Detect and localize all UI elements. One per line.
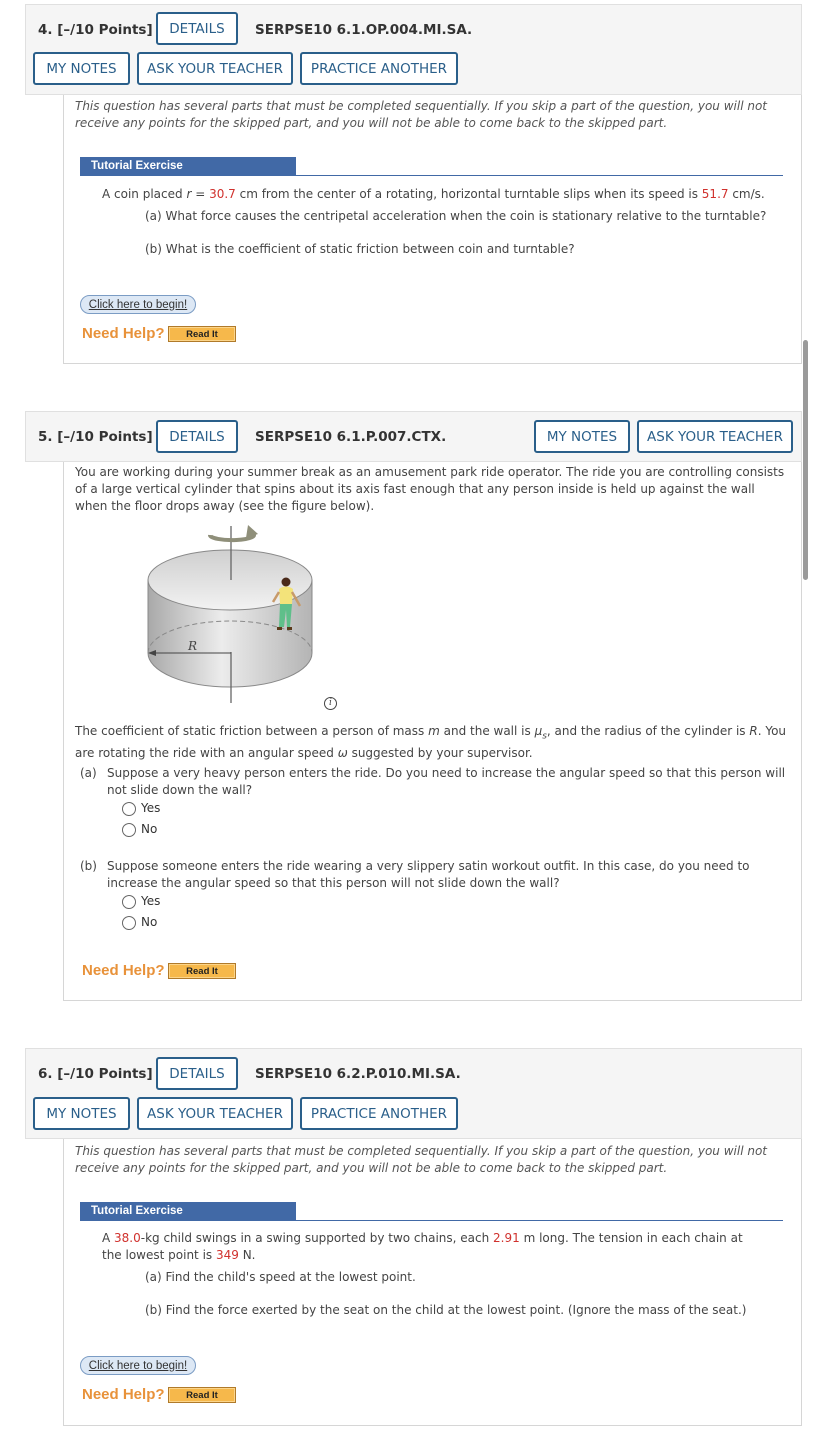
q6-length-value: 2.91 [493, 1231, 520, 1245]
q5-ask-teacher-button[interactable]: ASK YOUR TEACHER [637, 420, 793, 453]
q5-read-it-button[interactable]: Read It [168, 963, 236, 979]
q4-body [63, 93, 802, 364]
q6-read-it-button[interactable]: Read It [168, 1387, 236, 1403]
q5-part-a-label: (a) [80, 766, 97, 780]
q4-prompt: A coin placed r = 30.7 cm from the center of a rotating, horizontal turntable slips when its speed is 51.7 cm/s. [102, 187, 765, 201]
q4-tutorial-bar [80, 157, 783, 176]
scrollbar-thumb[interactable] [803, 340, 808, 580]
q6-mass-value: 38.0 [114, 1231, 141, 1245]
q4-begin-button[interactable]: Click here to begin! [80, 295, 196, 314]
q6-my-notes-button[interactable]: MY NOTES [33, 1097, 130, 1130]
q6-sequential-note: This question has several parts that must be completed sequentially. If you skip a part of the question, you will not receive any points for the skipped part, and you will not be able to come back to the skipped part. [75, 1144, 768, 1175]
q5-part-b-label: (b) [80, 859, 97, 873]
q6-ask-teacher-button[interactable]: ASK YOUR TEACHER [137, 1097, 293, 1130]
q4-sequential-note: This question has several parts that must be completed sequentially. If you skip a part of the question, you will not receive any points for the skipped part, and you will not be able to come back to the skipped part. [75, 99, 768, 130]
q4-code: SERPSE10 6.1.OP.004.MI.SA. [255, 22, 473, 38]
q6-part-b: (b) Find the force exerted by the seat on the child at the lowest point. (Ignore the mass of the seat.) [145, 1303, 747, 1317]
q6-tension-value: 349 [215, 1248, 239, 1262]
q5-intro: You are working during your summer break as an amusement park ride operator. The ride you are controlling consists of a large vertical cylinder that spins about its axis fast enough that any person inside is held up against the wall when the floor drops away (see the figure below). [75, 465, 785, 513]
q6-tutorial-bar [80, 1202, 783, 1221]
cylinder-ride-figure [140, 522, 340, 707]
q4-number: 4. [–/10 Points] [38, 22, 153, 38]
q5-b-yes-label: Yes [141, 894, 161, 908]
q5-b-no-label: No [141, 915, 158, 929]
q6-begin-button[interactable]: Click here to begin! [80, 1356, 196, 1375]
q6-prompt: A 38.0-kg child swings in a swing supported by two chains, each 2.91 m long. The tension in each chain at the lowest point is 349 N. [102, 1231, 743, 1262]
q5-a-no-radio[interactable] [122, 823, 136, 837]
q4-speed-value: 51.7 [701, 187, 729, 201]
q5-friction-text: The coefficient of static friction between a person of mass m and the wall is $\mu_s$, and the radius of the cylinder is R. You are rotating the ride with an angular speed ω suggested by your supervisor. [75, 724, 787, 761]
q4-my-notes-button[interactable]: MY NOTES [33, 52, 130, 85]
q4-tutorial-label: Tutorial Exercise [80, 157, 296, 175]
q6-code: SERPSE10 6.2.P.010.MI.SA. [255, 1066, 461, 1082]
q4-part-a: (a) What force causes the centripetal acceleration when the coin is stationary relative to the turntable? [145, 209, 767, 223]
q5-code: SERPSE10 6.1.P.007.CTX. [255, 429, 447, 445]
q6-details-button[interactable]: DETAILS [156, 1057, 238, 1090]
q6-part-a: (a) Find the child's speed at the lowest point. [145, 1270, 416, 1284]
q4-read-it-button[interactable]: Read It [168, 326, 236, 342]
info-icon[interactable]: i [324, 697, 337, 710]
q4-part-b: (b) What is the coefficient of static friction between coin and turntable? [145, 242, 575, 256]
q6-number: 6. [–/10 Points] [38, 1066, 153, 1082]
q4-ask-teacher-button[interactable]: ASK YOUR TEACHER [137, 52, 293, 85]
q5-need-help: Need Help? [82, 962, 165, 979]
q5-b-yes-radio[interactable] [122, 895, 136, 909]
q5-part-b-text: Suppose someone enters the ride wearing a very slippery satin workout outfit. In this case, do you need to increase the angular speed so that this person will not slide down the wall? [107, 859, 750, 890]
radius-label: R [188, 639, 198, 653]
q5-a-no-label: No [141, 822, 158, 836]
q5-my-notes-button[interactable]: MY NOTES [534, 420, 630, 453]
q4-details-button[interactable]: DETAILS [156, 12, 238, 45]
q4-radius-value: 30.7 [209, 187, 236, 201]
q5-part-a-text: Suppose a very heavy person enters the ride. Do you need to increase the angular speed so that this person will not slide down the wall? [107, 766, 786, 797]
q5-number: 5. [–/10 Points] [38, 429, 153, 445]
q6-tutorial-label: Tutorial Exercise [80, 1202, 296, 1220]
q6-need-help: Need Help? [82, 1386, 165, 1403]
q4-practice-button[interactable]: PRACTICE ANOTHER [300, 52, 458, 85]
q4-need-help: Need Help? [82, 325, 165, 342]
q5-a-yes-label: Yes [141, 801, 161, 815]
q5-b-no-radio[interactable] [122, 916, 136, 930]
q5-details-button[interactable]: DETAILS [156, 420, 238, 453]
q5-a-yes-radio[interactable] [122, 802, 136, 816]
q6-practice-button[interactable]: PRACTICE ANOTHER [300, 1097, 458, 1130]
